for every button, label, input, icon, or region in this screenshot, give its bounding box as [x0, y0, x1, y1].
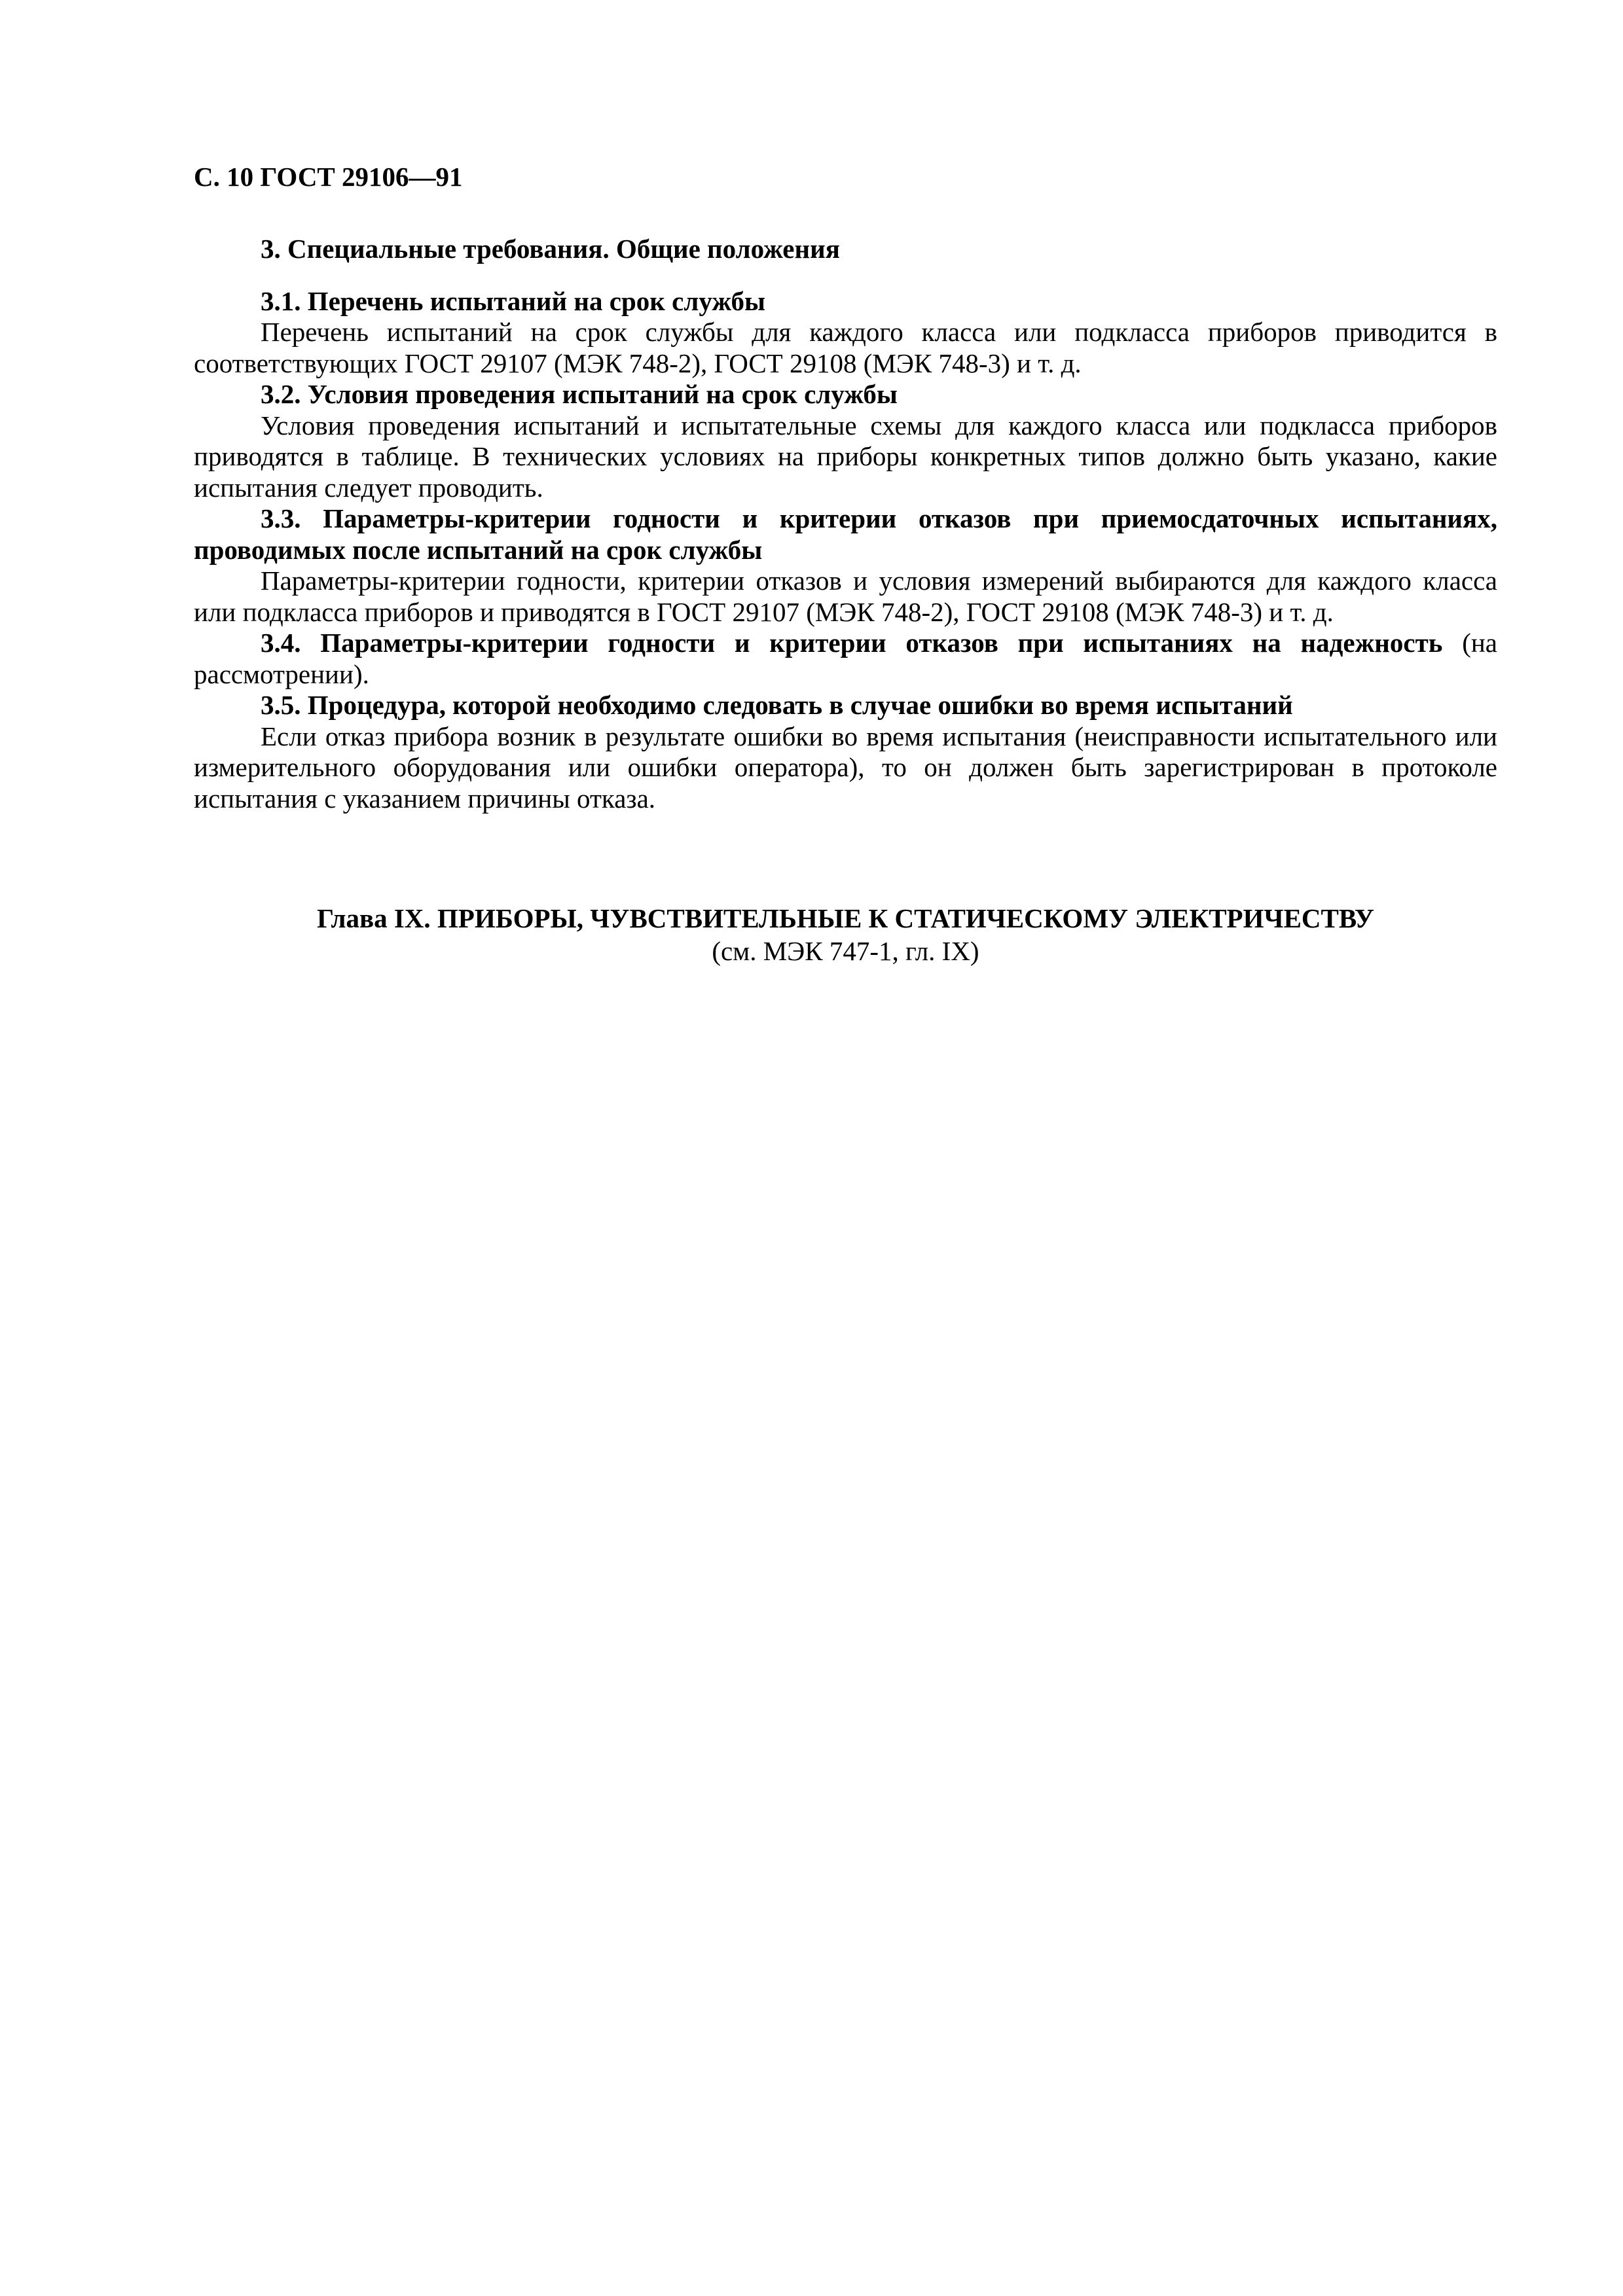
- chapter-reference: (см. МЭК 747-1, гл. IX): [712, 936, 979, 966]
- chapter-title: Глава IX. ПРИБОРЫ, ЧУВСТВИТЕЛЬНЫЕ К СТАТИЧЕСКОМУ ЭЛЕКТРИЧЕСТВУ: [317, 903, 1374, 933]
- page-header: С. 10 ГОСТ 29106—91: [194, 162, 463, 192]
- section-title: 3. Специальные требования. Общие положения: [261, 234, 840, 264]
- subsection-3-2-text: Условия проведения испытаний и испытательные схемы для каждого класса или подкласса приборов приводятся в таблице. В технических условиях на приборы конкретных типов должно быть указано, какие испытания следует проводить.: [194, 410, 1497, 503]
- subsection-3-3-text: Параметры-критерии годности, критерии отказов и условия измерений выбираются для каждого класса или подкласса приборов и приводятся в ГОСТ 29107 (МЭК 748-2), ГОСТ 29108 (МЭК 748-3) и т. д.: [194, 565, 1497, 627]
- subsection-3-3-title: 3.3. Параметры-критерии годности и критерии отказов при приемосдаточных испытаниях, проводимых после испытаний на срок службы: [194, 503, 1497, 565]
- subsection-3-4-title: 3.4. Параметры-критерии годности и критерии отказов при испытаниях на надежность: [261, 628, 1443, 658]
- section-3: [194, 234, 1497, 814]
- subsection-3-1-text: Перечень испытаний на срок службы для каждого класса или подкласса приборов приводится в соответствующих ГОСТ 29107 (МЭК 748-2), ГОСТ 29108 (МЭК 748-3) и т. д.: [194, 317, 1497, 378]
- subsection-3-5-text: Если отказ прибора возник в результате ошибки во время испытания (неисправности испытательного или измерительного оборудования или ошибки оператора), то он должен быть зарегистрирован в протоколе испытания с указанием причины отказа.: [194, 721, 1497, 814]
- subsection-3-2-title: 3.2. Условия проведения испытаний на срок службы: [261, 379, 898, 409]
- subsection-3-4-status: (на рассмотрении).: [194, 628, 1497, 689]
- subsection-3-4: [194, 628, 1497, 690]
- subsection-3-5-title: 3.5. Процедура, которой необходимо следовать в случае ошибки во время испытаний: [261, 690, 1293, 720]
- chapter-heading: [194, 902, 1497, 967]
- subsection-3-1-title: 3.1. Перечень испытаний на срок службы: [261, 285, 766, 316]
